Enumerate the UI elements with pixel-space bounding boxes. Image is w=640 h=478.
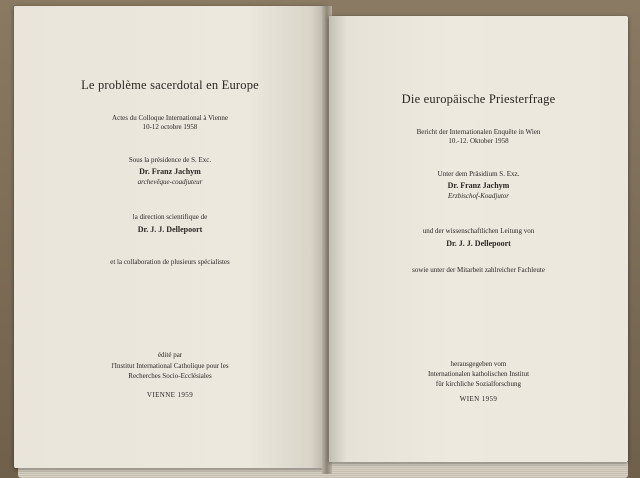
left-subtitle-line2: 10-12 octobre 1958 — [142, 123, 198, 131]
left-direction-intro: la direction scientifique de — [132, 213, 208, 221]
left-collaboration: et la collaboration de plusieurs spécialistes — [110, 258, 230, 266]
left-place-year: VIENNE 1959 — [146, 391, 194, 399]
right-place-year: WIEN 1959 — [459, 395, 498, 403]
right-publisher-line1: Internationalen katholischen Institut — [427, 370, 530, 378]
right-subtitle-line1: Bericht der Internationalen Enquête in Wien — [416, 128, 541, 136]
left-direction-name: Dr. J. J. Dellepoort — [137, 225, 203, 234]
right-presidency-role: Erzbischof-Koadjutor — [447, 192, 510, 200]
right-publisher-intro: herausgegeben vom — [450, 360, 507, 368]
left-presidency-intro: Sous la présidence de S. Exc. — [128, 156, 212, 164]
right-subtitle-line2: 10.-12. Oktober 1958 — [448, 137, 509, 145]
right-presidency-name: Dr. Franz Jachym — [447, 181, 510, 190]
right-title: Die europäische Priesterfrage — [401, 92, 556, 106]
right-publisher-line2: für kirchliche Sozialforschung — [435, 380, 522, 388]
right-presidency-intro: Unter dem Präsidium S. Exz. — [437, 170, 520, 178]
left-page — [14, 6, 326, 468]
left-publisher-intro: édité par — [157, 351, 183, 359]
right-direction-name: Dr. J. J. Dellepoort — [446, 239, 511, 248]
open-book — [14, 6, 628, 478]
left-title: Le problème sacerdotal en Europe — [81, 78, 259, 92]
left-publisher-line2: Recherches Socio-Ecclésiales — [128, 372, 212, 380]
left-presidency-name: Dr. Franz Jachym — [139, 167, 201, 176]
right-direction-intro: und der wissenschaftlichen Leitung von — [422, 227, 535, 235]
left-presidency-role: archevêque-coadjuteur — [137, 178, 203, 186]
left-publisher-line1: l'Institut International Catholique pour les — [111, 362, 229, 370]
right-page — [329, 16, 628, 462]
right-collaboration: sowie unter der Mitarbeit zahlreicher Fachleute — [412, 266, 545, 274]
left-subtitle-line1: Actes du Colloque International à Vienne — [112, 114, 228, 122]
